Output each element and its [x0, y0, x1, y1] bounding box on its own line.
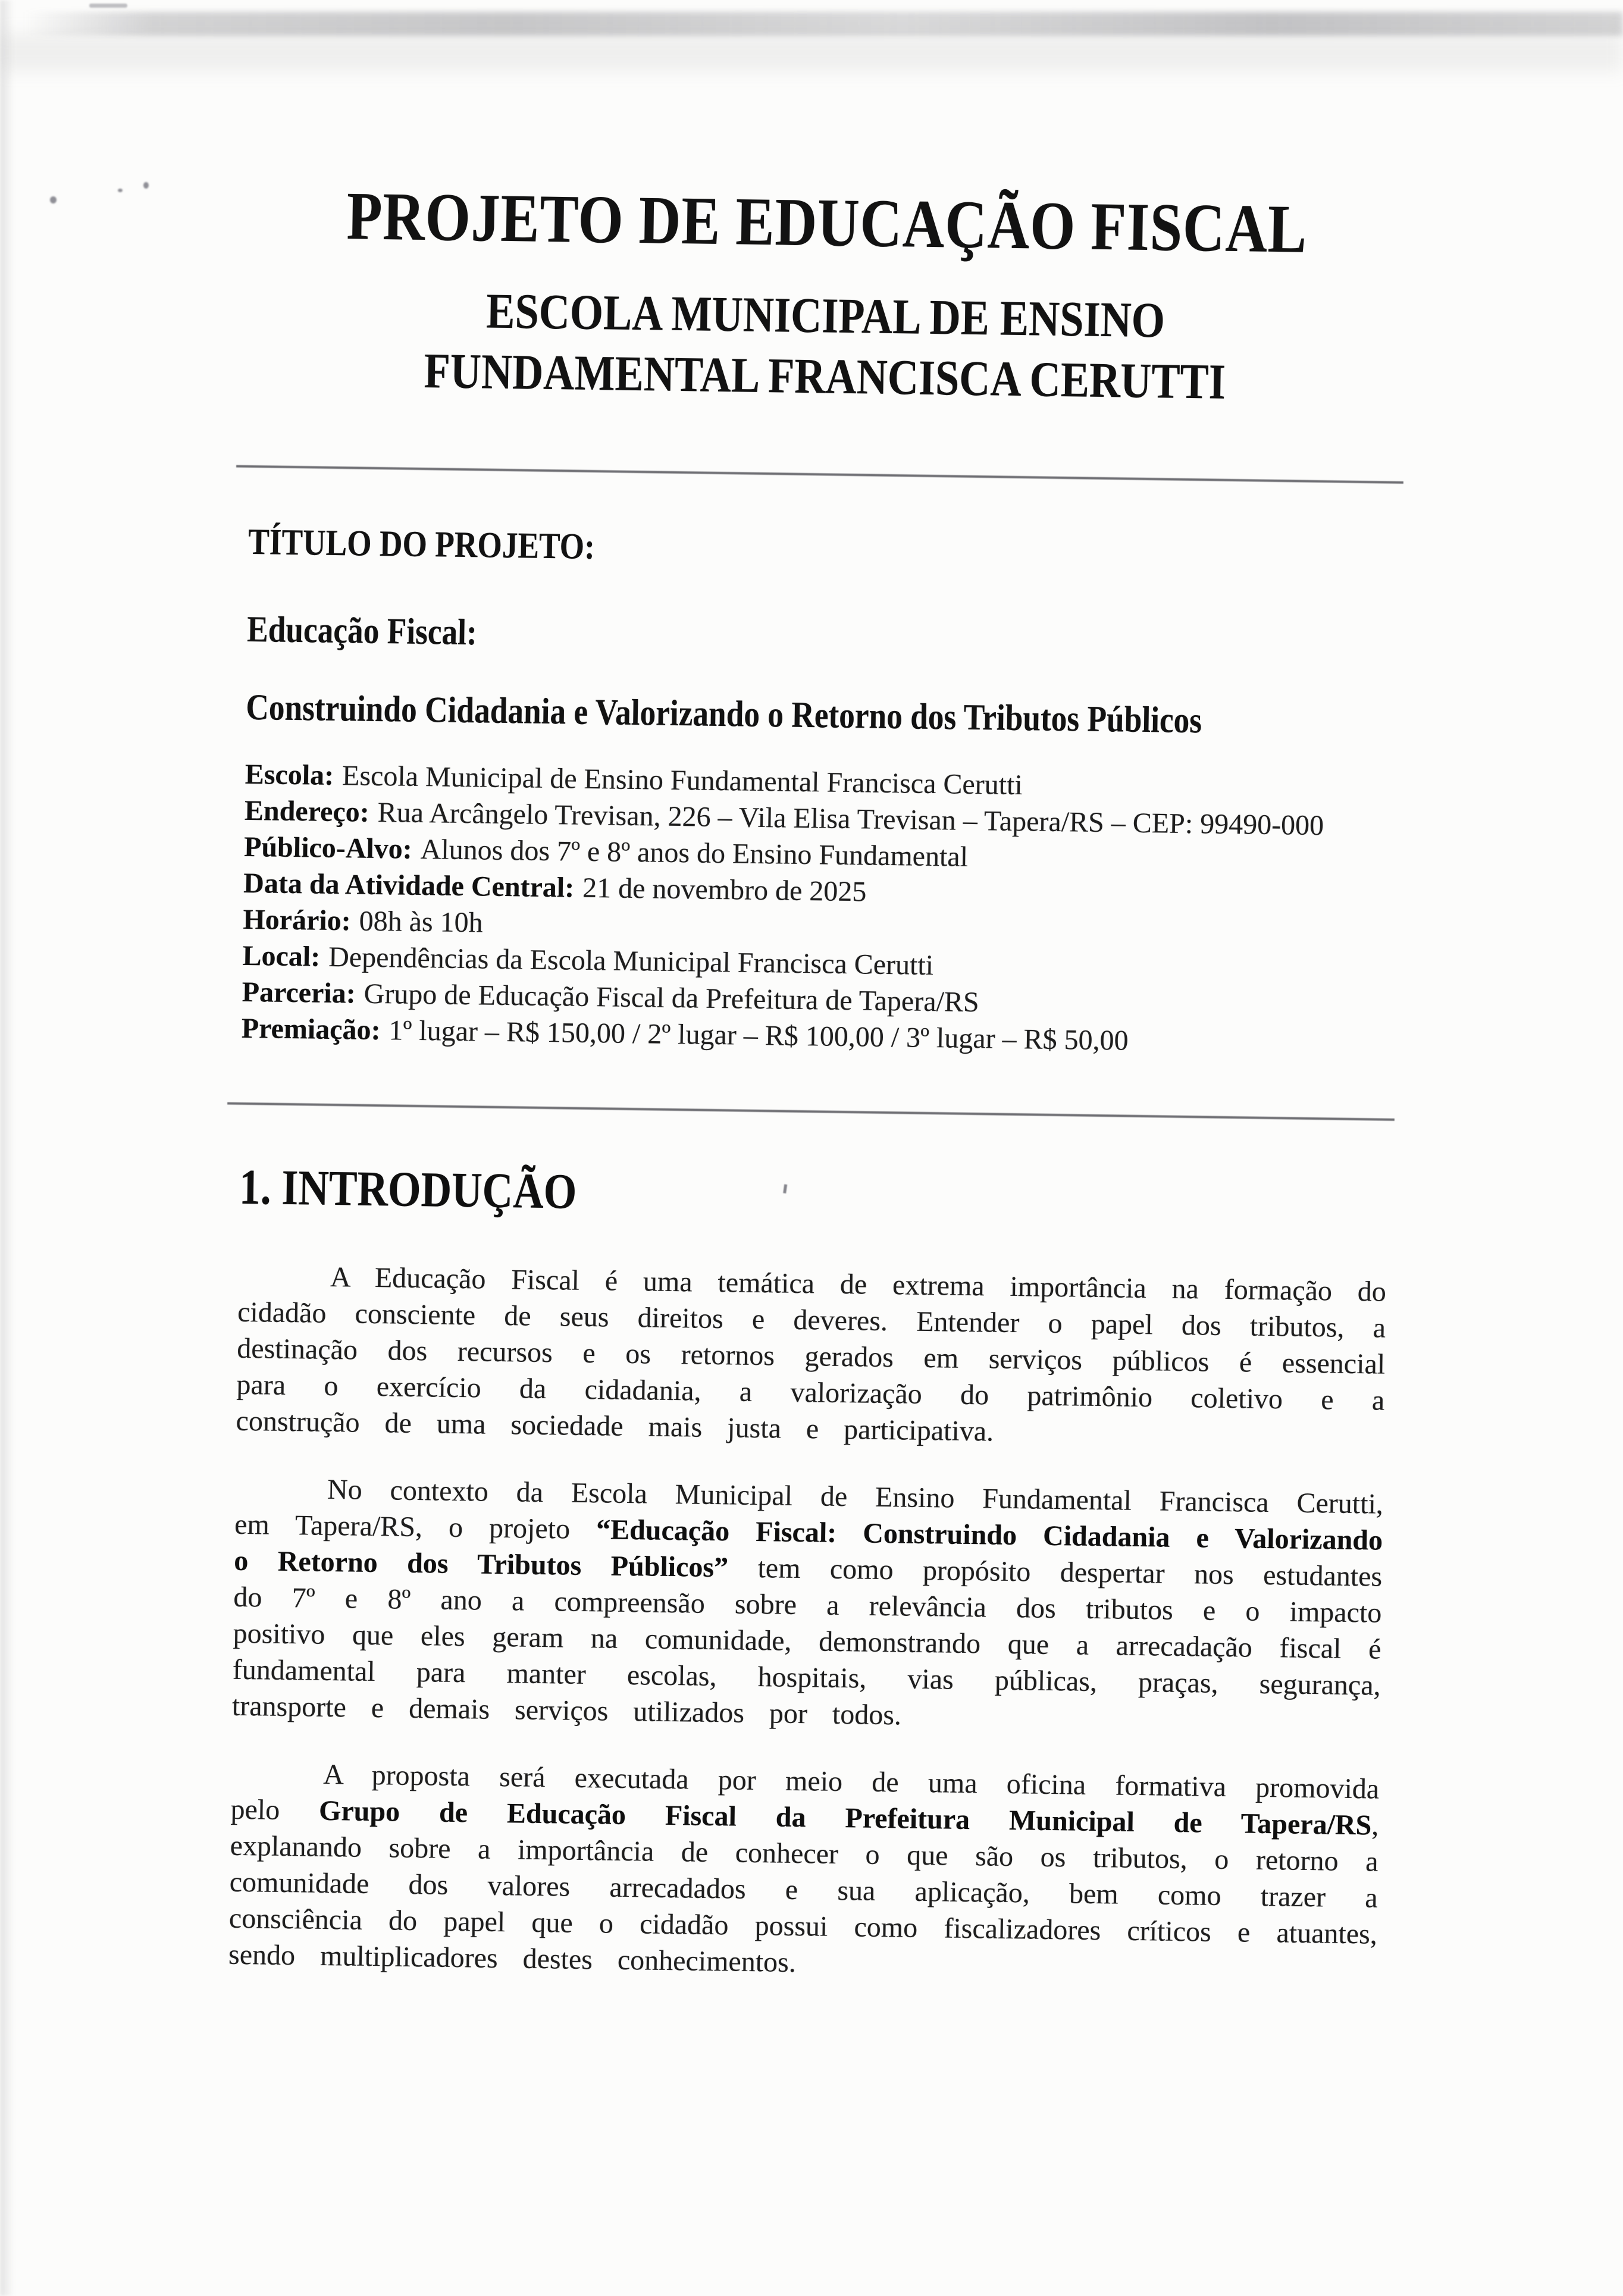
detail-value: 08h às 10h	[359, 905, 484, 939]
subtitle-line-2: FUNDAMENTAL FRANCISCA CERUTTI	[424, 343, 1226, 411]
horizontal-rule	[227, 1102, 1395, 1120]
scanner-shadow-left	[0, 0, 14, 2296]
detail-value: Grupo de Educação Fiscal da Prefeitura de Tapera/RS	[364, 978, 980, 1019]
introduction-paragraph-2	[232, 1470, 1384, 1740]
paragraph-text: No contexto da Escola Municipal de Ensino Fundamental Francisca Cerutti, em Tapera/RS, o projeto	[234, 1473, 1384, 1545]
project-title-section-label: TÍTULO DO PROJETO:	[247, 521, 596, 567]
introduction-heading: 1. INTRODUÇÃO	[239, 1159, 578, 1220]
detail-label: Horário:	[243, 903, 352, 937]
detail-value: 21 de novembro de 2025	[582, 872, 867, 908]
detail-label: Público-Alvo:	[243, 831, 413, 865]
detail-value: Rua Arcângelo Trevisan, 226 – Vila Elisa Trevisan – Tapera/RS – CEP: 99490-000	[377, 796, 1324, 842]
detail-label: Escola:	[245, 758, 334, 791]
document-title: PROJETO DE EDUCAÇÃO FISCAL	[346, 178, 1308, 267]
detail-value: 1º lugar – R$ 150,00 / 2º lugar – R$ 100,00 / 3º lugar – R$ 50,00	[388, 1014, 1129, 1057]
introduction-paragraph-1: A Educação Fiscal é uma temática de extrema importância na formação do cidadão consciente de seus direitos e deveres. Entender o papel dos tributos, a destinação dos recursos e os retornos gerados em serviços públicos é essencial para o exercício da cidadania, a valorização do patrimônio coletivo e a construção de uma sociedade mais justa e participativa.	[236, 1261, 1387, 1448]
horizontal-rule	[236, 465, 1403, 484]
paragraph-bold-group-name: Grupo de Educação Fiscal da Prefeitura Municipal de Tapera/RS	[318, 1794, 1372, 1841]
document-content	[228, 0, 1404, 1988]
detail-value: Escola Municipal de Ensino Fundamental Francisca Cerutti	[341, 760, 1023, 801]
detail-value: Dependências da Escola Municipal Francisca Cerutti	[328, 941, 934, 981]
project-details-list	[241, 756, 1393, 1063]
introduction-paragraph-3	[228, 1755, 1380, 1988]
detail-label: Endereço:	[244, 794, 370, 828]
paper-speck	[143, 182, 149, 189]
detail-value: Alunos dos 7º e 8º anos do Ensino Fundamental	[420, 833, 969, 873]
project-title-main: Construindo Cidadania e Valorizando o Retorno dos Tributos Públicos	[245, 687, 1202, 741]
detail-label: Premiação:	[241, 1012, 381, 1047]
subtitle-line-1: ESCOLA MUNICIPAL DE ENSINO	[485, 283, 1165, 349]
paper-speck	[50, 196, 57, 203]
detail-label: Local:	[242, 939, 321, 973]
paper-speck	[89, 4, 127, 8]
paragraph-text: , explanando sobre a importância de conhecer o que são os tributos, o retorno a comunidade dos valores arrecadados e sua aplicação, bem como trazer a consciência do papel que o cidadão possui como fiscalizadores críticos e atuantes, sendo multiplicadores destes conhecimentos.	[228, 1809, 1379, 1978]
detail-label: Data da Atividade Central:	[243, 867, 575, 904]
paragraph-bold-project-name: “Educação Fiscal: Construindo Cidadania e Valorizando o Retorno dos Tributos Públicos”	[234, 1513, 1383, 1583]
paragraph-text: A proposta será executada por meio de uma oficina formativa promovida pelo	[230, 1758, 1380, 1827]
project-title-prefix: Educação Fiscal:	[246, 609, 478, 653]
paper-speck	[118, 189, 123, 192]
detail-label: Parceria:	[242, 976, 356, 1010]
paragraph-text: tem como propósito despertar nos estudantes do 7º e 8º ano a compreensão sobre a relevância dos tributos e o impacto positivo que eles geram na comunidade, demonstrando que a arrecadação fiscal é fundamental para manter escolas, hospitais, vias públicas, praças, segurança, transporte e demais serviços utilizados por todos.	[231, 1552, 1383, 1731]
document-subtitle	[250, 278, 1400, 416]
